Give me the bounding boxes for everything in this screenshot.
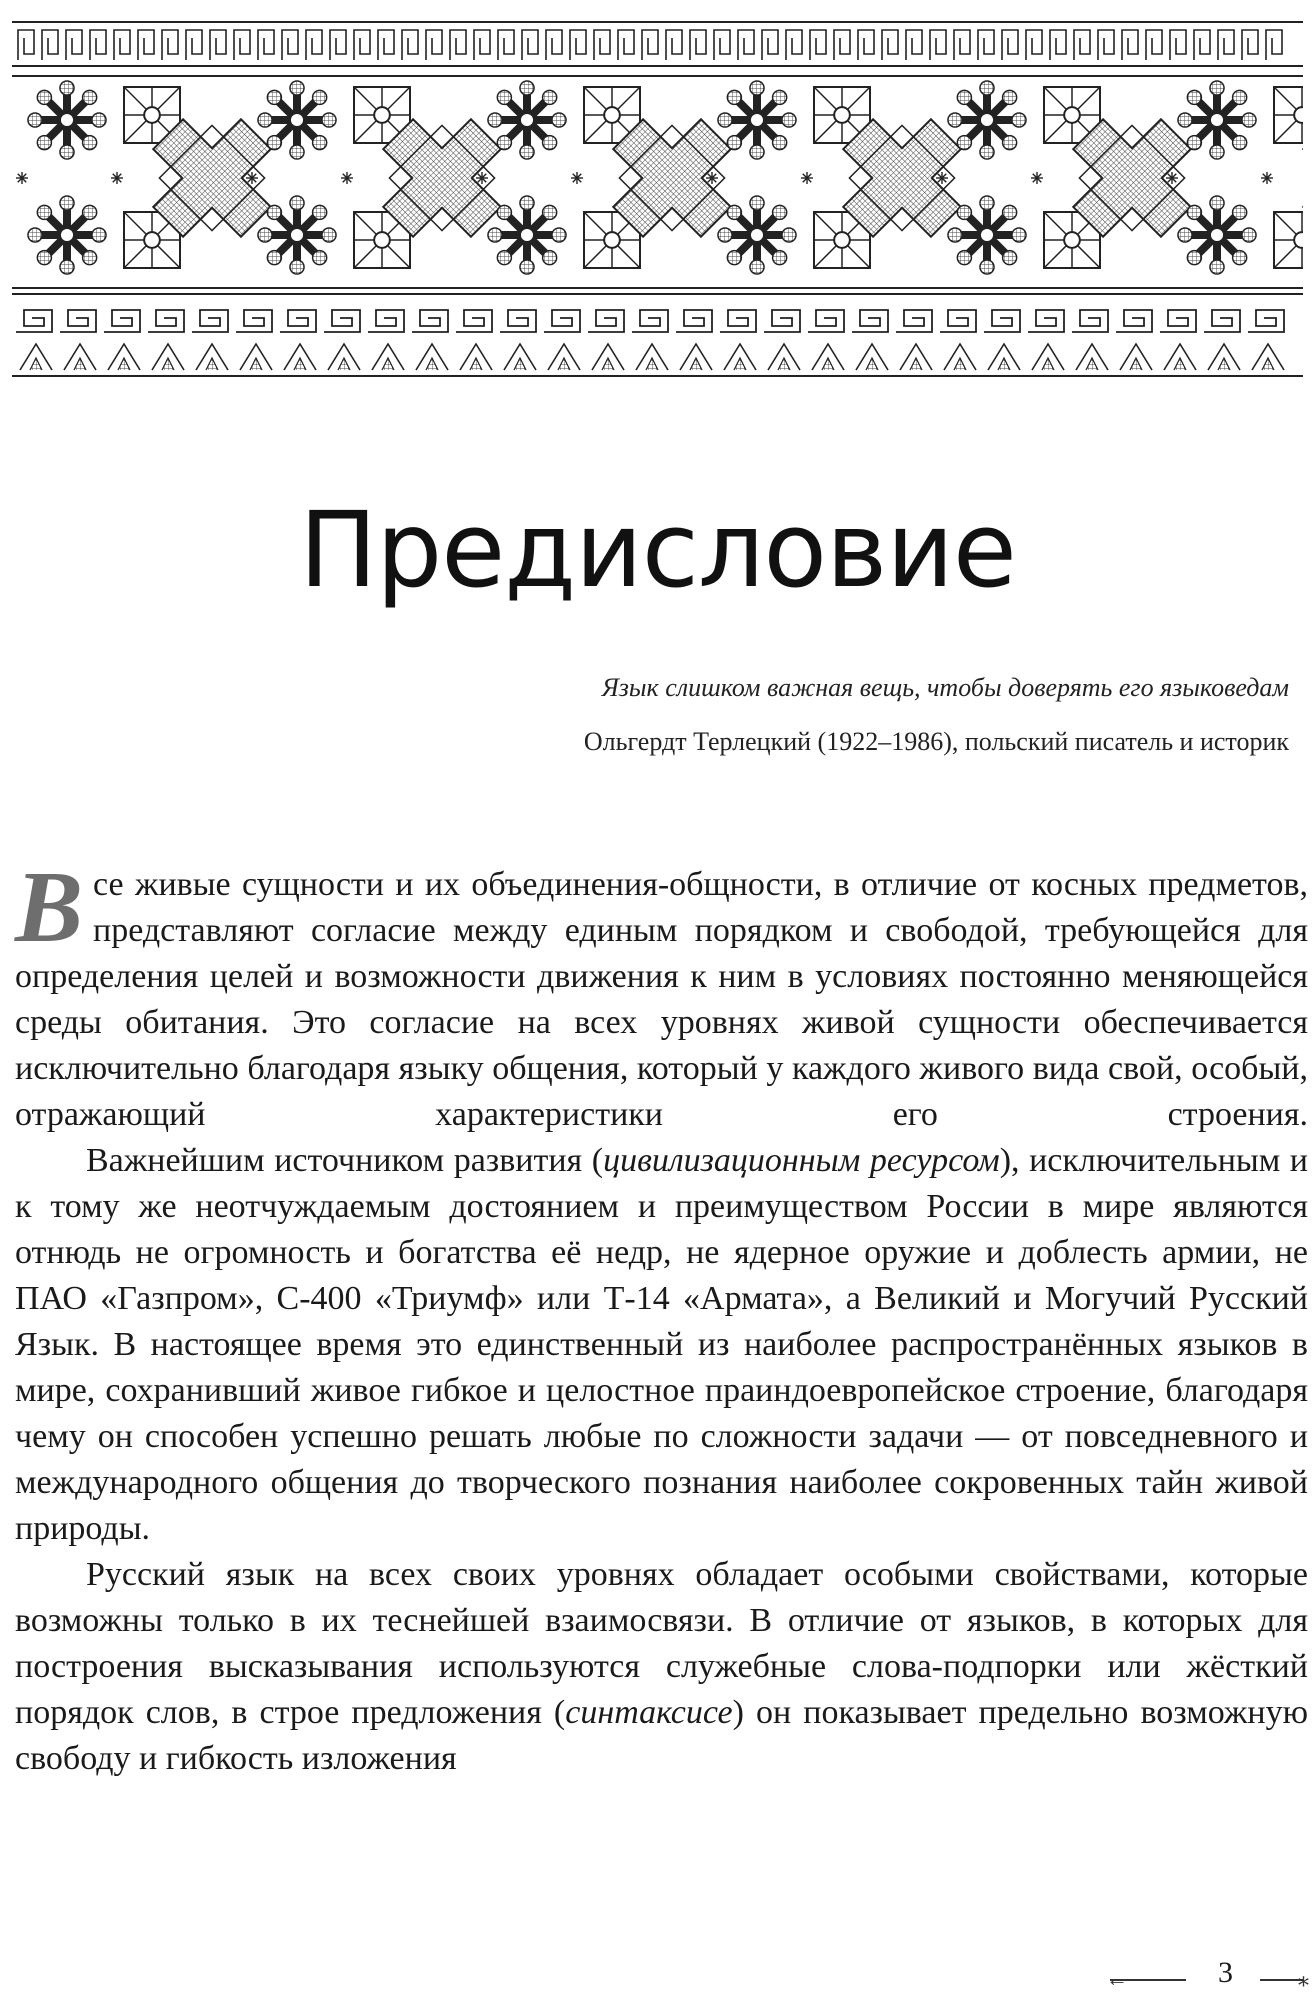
main-motif-band xyxy=(12,76,1303,288)
paragraph-3-text-c: ) он показывает предельно возможную свободу и гибкость изложения xyxy=(15,1694,1308,1777)
embroidery-ornament-header xyxy=(12,20,1303,380)
page-number: 3 xyxy=(1218,1956,1233,1989)
bottom-spiral-band xyxy=(12,294,1303,376)
paragraph-2 xyxy=(15,1138,1308,1552)
paragraph-3 xyxy=(15,1552,1308,1782)
paragraph-3-text-a: Русский язык на всех своих уровнях обладает особыми свойствами, которые возможны только в их теснейшей взаимосвязи. В отличие от языков, в которых для построения высказывания используются служебные слова-подпорки или жёсткий порядок слов, в строе предложения ( xyxy=(15,1556,1308,1731)
page-title: Предисловие xyxy=(299,489,1016,611)
epigraph-author: Ольгердт Терлецкий (1922–1986), польский писатель и историк xyxy=(583,727,1289,756)
paragraph-2-text-a: Важнейшим источником развития ( xyxy=(86,1142,604,1179)
star-arrow-right-icon: ⁎ xyxy=(1298,1966,1309,1991)
epigraph-quote: Язык слишком важная вещь, чтобы доверять его языковедам xyxy=(601,673,1289,702)
footer-rule-left xyxy=(1110,1979,1186,1981)
paragraph-3-italic: синтаксисе xyxy=(565,1694,733,1731)
page-number-footer xyxy=(1106,1956,1310,1994)
paragraph-1-text: се живые сущности и их объединения-общности, в отличие от косных предметов, представляют согласие между единым порядком и свободой, требующейся для определения целей и возможности движения к ним в условиях постоянно меняющейся среды обитания. Это согласие на всех уровнях живой сущности обеспечивается исключительно благодаря языку общения, который у каждого живого вида свой, особый, отражающий характеристики его строения. xyxy=(15,866,1308,1133)
body-text xyxy=(15,851,1308,1782)
paragraph-1 xyxy=(15,851,1308,1138)
epigraph xyxy=(289,672,1289,758)
paragraph-2-italic: цивилизационным ресурсом xyxy=(603,1142,1000,1179)
paragraph-2-text-c: ), исключительным и к тому же неотчуждаемым достоянием и преимуществом России в мире являются отнюдь не огромность и богатства её недр, не ядерное оружие и доблесть армии, не ПАО «Газпром», С-400 «Триумф» или Т-14 «Армата», а Великий и Могучий Русский Язык. В настоящее время это единственный из наиболее распространённых языков в мире, сохранивший живое гибкое и целостное праиндоевропейское строение, благодаря чему он способен успешно решать любые по сложности задачи — от повседневного и международного общения до творческого познания наиболее сокровенных тайн живой природы. xyxy=(15,1142,1308,1547)
drop-cap: В xyxy=(15,851,84,964)
top-meander-band xyxy=(12,22,1303,66)
arrow-left-icon: ← xyxy=(1106,1966,1128,1991)
